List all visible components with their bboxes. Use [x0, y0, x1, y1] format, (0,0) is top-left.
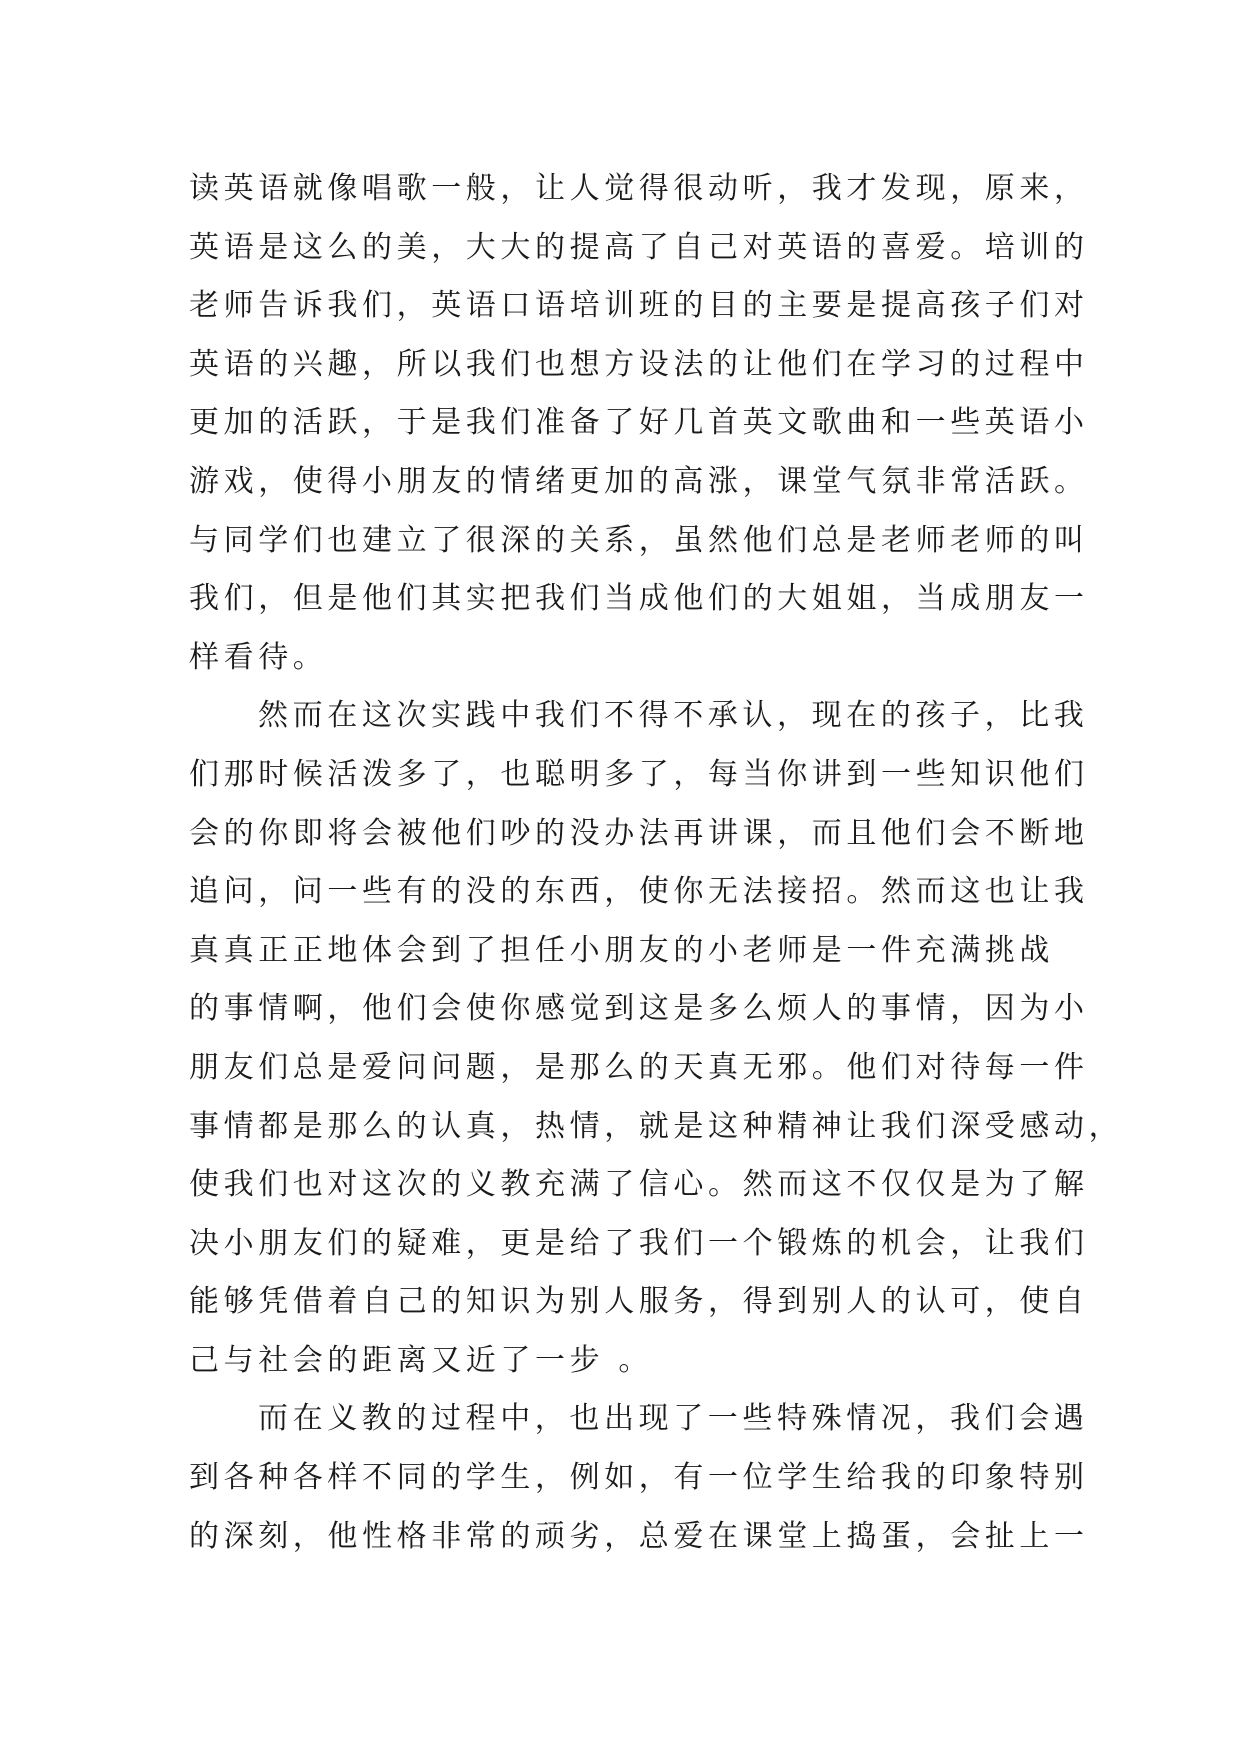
text-line: 的事情啊，他们会使你感觉到这是多么烦人的事情，因为小 — [189, 991, 1089, 1027]
text-line: 的深刻，他性格非常的顽劣，总爱在课堂上捣蛋，会扯上一 — [189, 1518, 1089, 1554]
body-text — [189, 160, 1124, 1566]
text-line: 会的你即将会被他们吵的没办法再讲课，而且他们会不断地 — [189, 815, 1089, 851]
text-line: 使我们也对这次的义教充满了信心。然而这不仅仅是为了解 — [189, 1167, 1089, 1203]
text-line: 到各种各样不同的学生，例如，有一位学生给我的印象特别 — [189, 1460, 1089, 1496]
text-line: 们那时候活泼多了，也聪明多了，每当你讲到一些知识他们 — [189, 756, 1089, 792]
text-line: 事情都是那么的认真，热情，就是这种精神让我们深受感动， — [189, 1108, 1124, 1144]
text-line-paragraph-start: 然而在这次实践中我们不得不承认，现在的孩子，比我 — [258, 698, 1089, 734]
text-line: 我们，但是他们其实把我们当成他们的大姐姐，当成朋友一 — [189, 581, 1089, 617]
text-line: 能够凭借着自己的知识为别人服务，得到别人的认可，使自 — [189, 1284, 1089, 1320]
text-line: 样看待。 — [189, 639, 328, 675]
text-line: 决小朋友们的疑难，更是给了我们一个锻炼的机会，让我们 — [189, 1225, 1089, 1261]
text-line: 英语的兴趣，所以我们也想方设法的让他们在学习的过程中 — [189, 346, 1089, 382]
text-line: 与同学们也建立了很深的关系，虽然他们总是老师老师的叫 — [189, 522, 1089, 558]
text-line: 读英语就像唱歌一般，让人觉得很动听，我才发现，原来， — [189, 171, 1089, 206]
text-line: 更加的活跃，于是我们准备了好几首英文歌曲和一些英语小 — [189, 405, 1089, 441]
text-line: 英语是这么的美，大大的提高了自己对英语的喜爱。培训的 — [189, 229, 1089, 265]
text-line: 朋友们总是爱问问题，是那么的天真无邪。他们对待每一件 — [189, 1049, 1089, 1085]
text-line: 己与社会的距离又近了一步 。 — [189, 1342, 653, 1378]
text-line-paragraph-start: 而在义教的过程中，也出现了一些特殊情况，我们会遇 — [258, 1401, 1089, 1437]
text-line: 追问，问一些有的没的东西，使你无法接招。然而这也让我 — [189, 874, 1089, 910]
text-line: 真真正正地体会到了担任小朋友的小老师是一件充满挑战 — [189, 932, 1054, 968]
text-line: 游戏，使得小朋友的情绪更加的高涨，课堂气氛非常活跃。 — [189, 463, 1089, 499]
text-line: 老师告诉我们，英语口语培训班的目的主要是提高孩子们对 — [189, 288, 1089, 324]
